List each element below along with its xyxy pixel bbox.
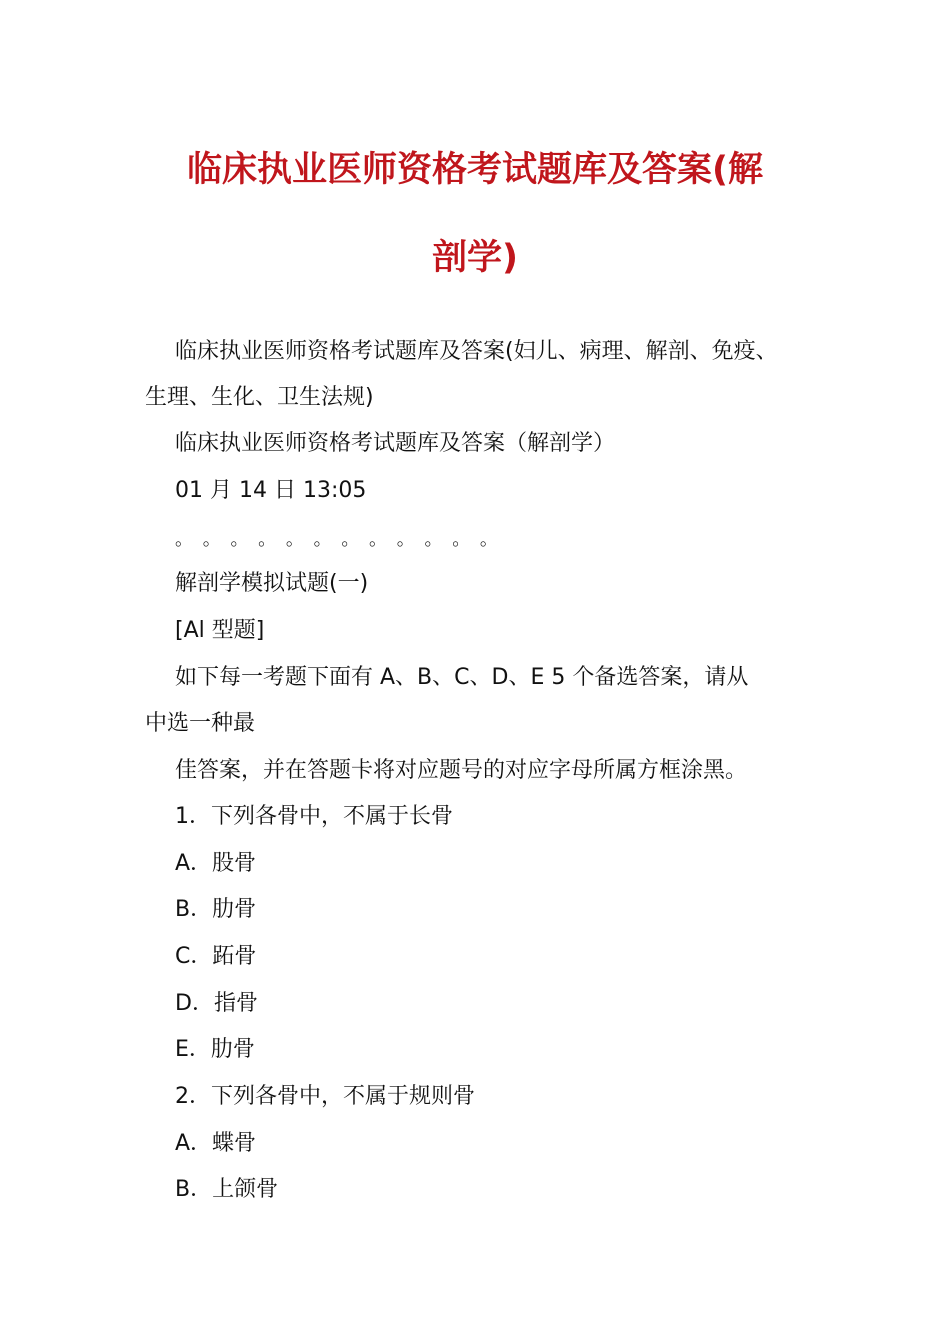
instruction-line-3: 佳答案，并在答题卡将对应题号的对应字母所属方框涂黑。 (175, 758, 748, 783)
question-1-option-b: B．肋骨 (175, 897, 257, 922)
question-1-option-d: D．指骨 (175, 991, 258, 1016)
intro-paragraph-line-2: 生理、生化、卫生法规) (145, 385, 374, 410)
question-2-option-a: A．蝶骨 (175, 1131, 257, 1156)
question-2-option-b: B．上颌骨 (175, 1177, 279, 1202)
section-heading: 解剖学模拟试题(一) (175, 571, 369, 596)
question-1-option-e: E．肋骨 (175, 1037, 255, 1062)
instruction-line-1: 如下每一考题下面有 A、B、C、D、E 5 个备选答案，请从 (175, 665, 749, 690)
question-1-option-c: C．跖骨 (175, 944, 257, 969)
question-1-option-a: A．股骨 (175, 851, 257, 876)
question-type-label: [Al 型题] (175, 618, 265, 643)
intro-paragraph-line-1: 临床执业医师资格考试题库及答案(妇儿、病理、解剖、免疫、 (175, 339, 778, 364)
question-2-stem: 2．下列各骨中，不属于规则骨 (175, 1084, 475, 1109)
instruction-line-2: 中选一种最 (145, 711, 256, 736)
document-title-line-2: 剖学) (432, 238, 518, 278)
question-1-stem: 1．下列各骨中，不属于长骨 (175, 804, 453, 829)
date-text: 01 月 14 日 13:05 (175, 478, 367, 503)
separator-dots: 。 。 。 。 。 。 。 。 。 。 。 。 (175, 529, 500, 550)
document-title-line-1: 临床执业医师资格考试题库及答案(解 (187, 150, 763, 190)
subtitle-paragraph: 临床执业医师资格考试题库及答案（解剖学） (175, 431, 616, 456)
